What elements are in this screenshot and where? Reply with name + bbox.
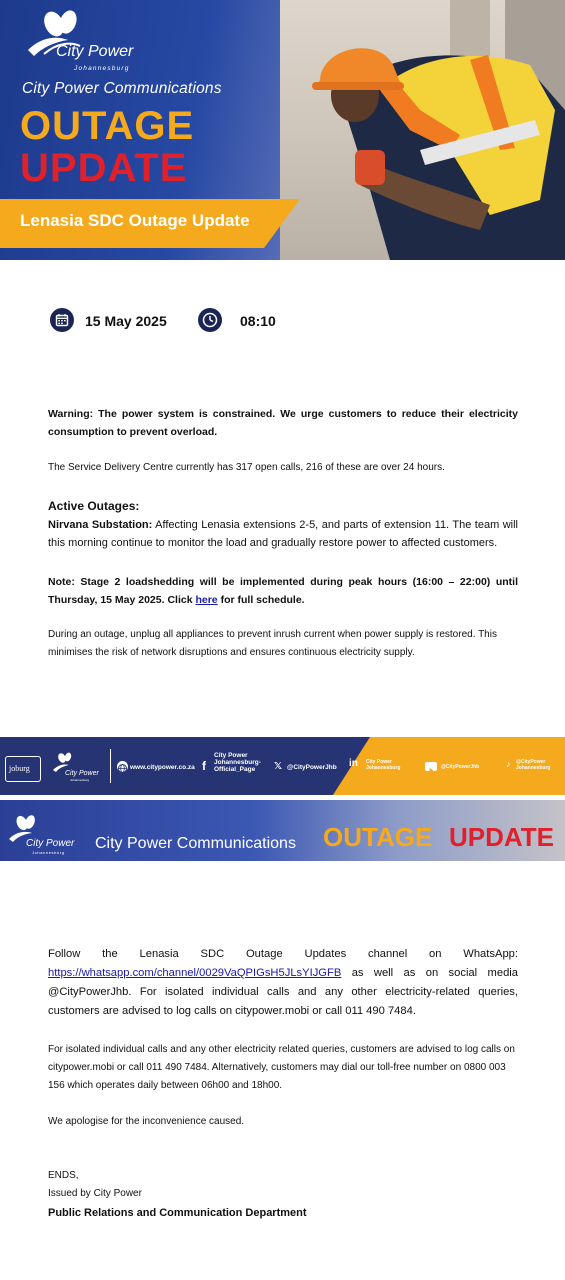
substation-label: Nirvana Substation: (48, 519, 153, 531)
loadshedding-text-end: for full schedule. (217, 594, 305, 606)
substation-outage (48, 516, 518, 552)
release-time: 08:10 (240, 313, 276, 329)
worker-illustration (300, 0, 565, 260)
loadshedding-text: Note: Stage 2 loadshedding will be implemented during peak hours (16:00 – 22:00) until Thursday, 15 May 2025. Click (48, 576, 518, 606)
x-icon: 𝕏 (274, 761, 283, 772)
svg-text:City Power: City Power (56, 43, 134, 60)
globe-icon (117, 761, 128, 772)
svg-text:City Power: City Power (26, 838, 75, 849)
footer-city-power-logo (52, 751, 102, 783)
tiktok-page[interactable]: @CityPower Johannesburg (516, 759, 551, 771)
whatsapp-channel-text: Follow the Lenasia SDC Outage Updates channel on WhatsApp: https://whatsapp.com/channel/0029VaQPIGsH5JLsYIJGFB as well as on social media @CityPowerJhb. For isolated individual calls and any other electricity-related queries, customers are advised to log calls on citypower.mobi or call 011 490 7484. (48, 948, 518, 1017)
youtube-icon (425, 762, 437, 771)
calendar-icon (50, 308, 74, 332)
facebook-icon: f (202, 759, 206, 773)
whatsapp-channel-link[interactable]: https://whatsapp.com/channel/0029VaQPIGsH5JLsYIJGFB (48, 967, 342, 979)
clock-icon (198, 308, 222, 332)
x-handle[interactable]: @CityPowerJhb (287, 764, 337, 771)
release-date: 15 May 2025 (85, 313, 167, 329)
facebook-page[interactable]: City Power Johannesburg- Official_Page (214, 752, 261, 773)
open-calls-text: The Service Delivery Centre currently has 317 open calls, 216 of these are over 24 hours. (48, 462, 445, 473)
band-comms-title: City Power Communications (95, 835, 296, 852)
hero-comms-title: City Power Communications (22, 80, 222, 97)
svg-text:Johannesburg: Johannesburg (70, 778, 90, 782)
tollfree-text: For isolated individual calls and any other electricity related queries, customers are advised to log calls on citypower.mobi or call 011 490 7484. Alternatively, customers may dial our toll-free number on 0800 003 156 which operates daily between 06h00 and 18h00. (48, 1044, 515, 1091)
band-city-power-logo (8, 814, 78, 856)
youtube-handle[interactable]: @CityPowerJhb (441, 764, 480, 770)
loadshedding-note (48, 573, 518, 609)
city-power-logo (24, 10, 154, 76)
warning-notice: Warning: The power system is constrained. We urge customers to reduce their electricity consumption to prevent overload. (48, 408, 518, 438)
ends-text: ENDS, (48, 1170, 79, 1181)
schedule-link[interactable]: here (195, 594, 218, 606)
active-outages-heading: Active Outages: (48, 499, 140, 513)
substation-details: Affecting Lenasia extensions 2-5, and parts of extension 11. The team will this morning continue to monitor the load and gradually restore power to affected customers. (48, 519, 518, 549)
hero-outage-word: OUTAGE (20, 104, 195, 148)
svg-text:Johannesburg: Johannesburg (74, 65, 130, 72)
linkedin-icon: in (349, 758, 358, 769)
hero-banner (0, 0, 565, 260)
hero-update-word: UPDATE (20, 146, 188, 190)
band-outage-word: OUTAGE (323, 822, 433, 852)
department-name: Public Relations and Communication Department (48, 1207, 307, 1219)
unplug-advice: During an outage, unplug all appliances to prevent inrush current when power supply is restored. This minimises the risk of network disruptions and ensures continuous electricity supply. (48, 629, 497, 658)
joburg-logo: joburg (5, 756, 41, 782)
svg-text:City Power: City Power (65, 770, 99, 777)
footer-divider (110, 749, 111, 783)
hero-ribbon-title: Lenasia SDC Outage Update (20, 211, 250, 230)
social-footer-banner (0, 737, 565, 795)
apology-text: We apologise for the inconvenience caused. (48, 1116, 245, 1127)
website-link[interactable]: www.citypower.co.za (130, 764, 195, 771)
tiktok-icon: ♪ (506, 759, 511, 769)
svg-text:Johannesburg: Johannesburg (32, 850, 65, 855)
band-update-word: UPDATE (449, 822, 554, 852)
issued-by-text: Issued by City Power (48, 1188, 142, 1199)
linkedin-page[interactable]: City Power Johannesburg (366, 759, 401, 771)
